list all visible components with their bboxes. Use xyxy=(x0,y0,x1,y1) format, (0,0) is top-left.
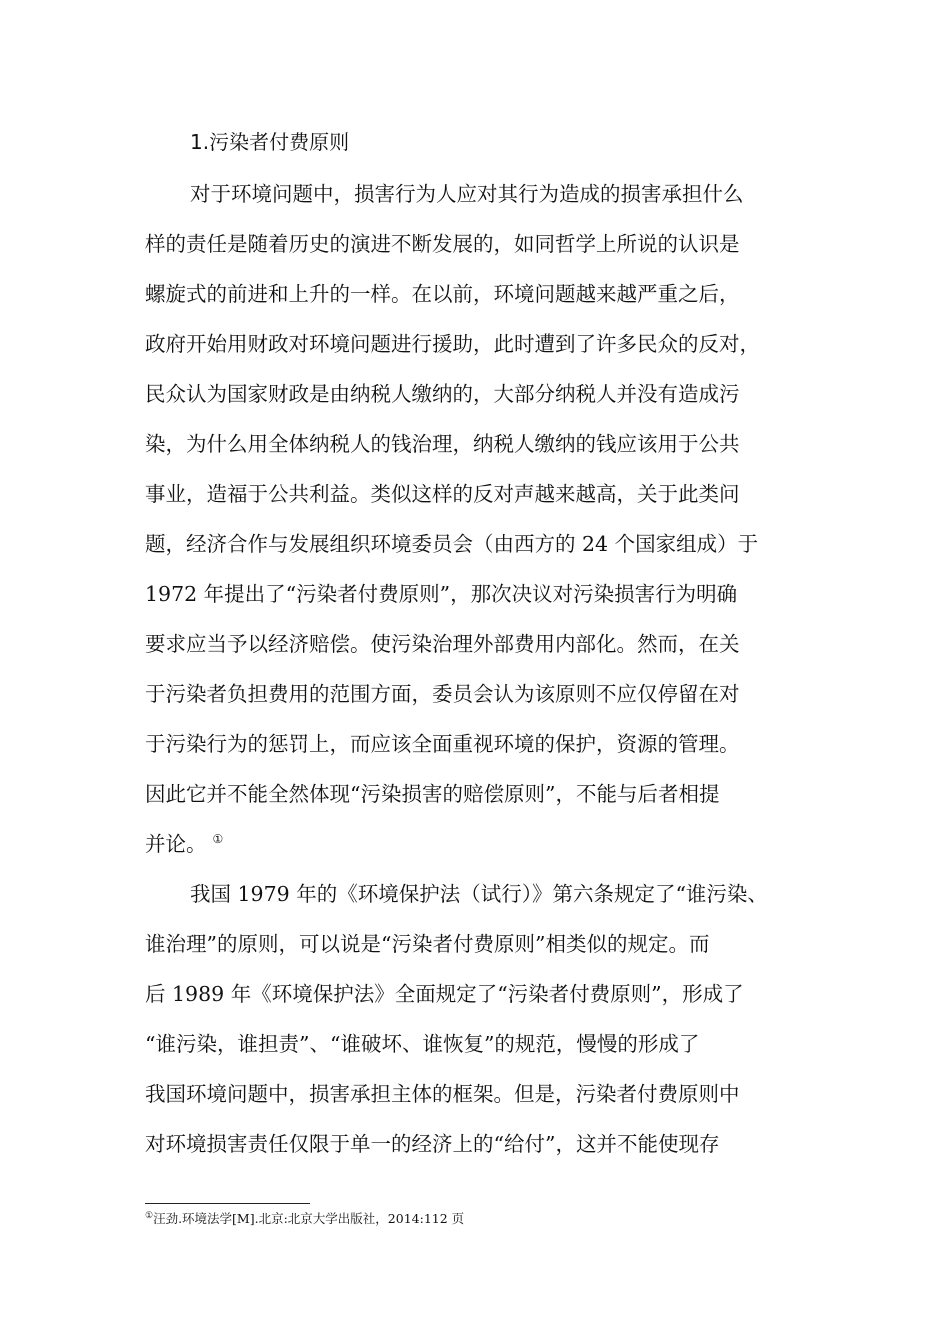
paragraph-line: 1972 年提出了“污染者付费原则”，那次决议对污染损害行为明确 xyxy=(145,582,738,606)
paragraph-line-with-footnote-ref xyxy=(145,830,223,858)
section-heading: 1.污染者付费原则 xyxy=(190,130,350,154)
paragraph-line: 样的责任是随着历史的演进不断发展的，如同哲学上所说的认识是 xyxy=(145,232,740,256)
paragraph-line: 要求应当予以经济赔偿。使污染治理外部费用内部化。然而，在关 xyxy=(145,632,740,656)
paragraph-line: 后 1989 年《环境保护法》全面规定了“污染者付费原则”，形成了 xyxy=(145,982,744,1006)
footnote-separator xyxy=(145,1203,310,1204)
paragraph-line: 因此它并不能全然体现“污染损害的赔偿原则”，不能与后者相提 xyxy=(145,782,720,806)
paragraph-line: 民众认为国家财政是由纳税人缴纳的，大部分纳税人并没有造成污 xyxy=(145,382,740,406)
paragraph-line: 螺旋式的前进和上升的一样。在以前，环境问题越来越严重之后， xyxy=(145,282,740,306)
paragraph-line: 对于环境问题中，损害行为人应对其行为造成的损害承担什么 xyxy=(190,182,744,206)
footnote xyxy=(145,1210,464,1228)
footnote-reference[interactable]: ① xyxy=(212,832,224,847)
paragraph-line: 事业，造福于公共利益。类似这样的反对声越来越高，关于此类问 xyxy=(145,482,740,506)
paragraph-line: 于污染行为的惩罚上，而应该全面重视环境的保护，资源的管理。 xyxy=(145,732,740,756)
paragraph-line: “谁污染，谁担责”、“谁破坏、谁恢复”的规范，慢慢的形成了 xyxy=(145,1032,700,1056)
paragraph-line: 政府开始用财政对环境问题进行援助，此时遭到了许多民众的反对， xyxy=(145,332,760,356)
paragraph-line: 对环境损害责任仅限于单一的经济上的“给付”，这并不能使现存 xyxy=(145,1132,720,1156)
paragraph-text: 并论。 xyxy=(145,832,207,856)
footnote-marker: ① xyxy=(145,1210,154,1221)
paragraph-line: 染，为什么用全体纳税人的钱治理，纳税人缴纳的钱应该用于公共 xyxy=(145,432,740,456)
footnote-text: 汪劲.环境法学[M].北京:北京大学出版社，2014:112 页 xyxy=(153,1211,465,1226)
paragraph-line: 我国环境问题中，损害承担主体的框架。但是，污染者付费原则中 xyxy=(145,1082,740,1106)
paragraph-line: 我国 1979 年的《环境保护法（试行）》第六条规定了“谁污染、 xyxy=(190,882,768,906)
paragraph-line: 谁治理”的原则，可以说是“污染者付费原则”相类似的规定。而 xyxy=(145,932,710,956)
paragraph-line: 于污染者负担费用的范围方面，委员会认为该原则不应仅停留在对 xyxy=(145,682,740,706)
paragraph-line: 题，经济合作与发展组织环境委员会（由西方的 24 个国家组成）于 xyxy=(145,532,759,556)
